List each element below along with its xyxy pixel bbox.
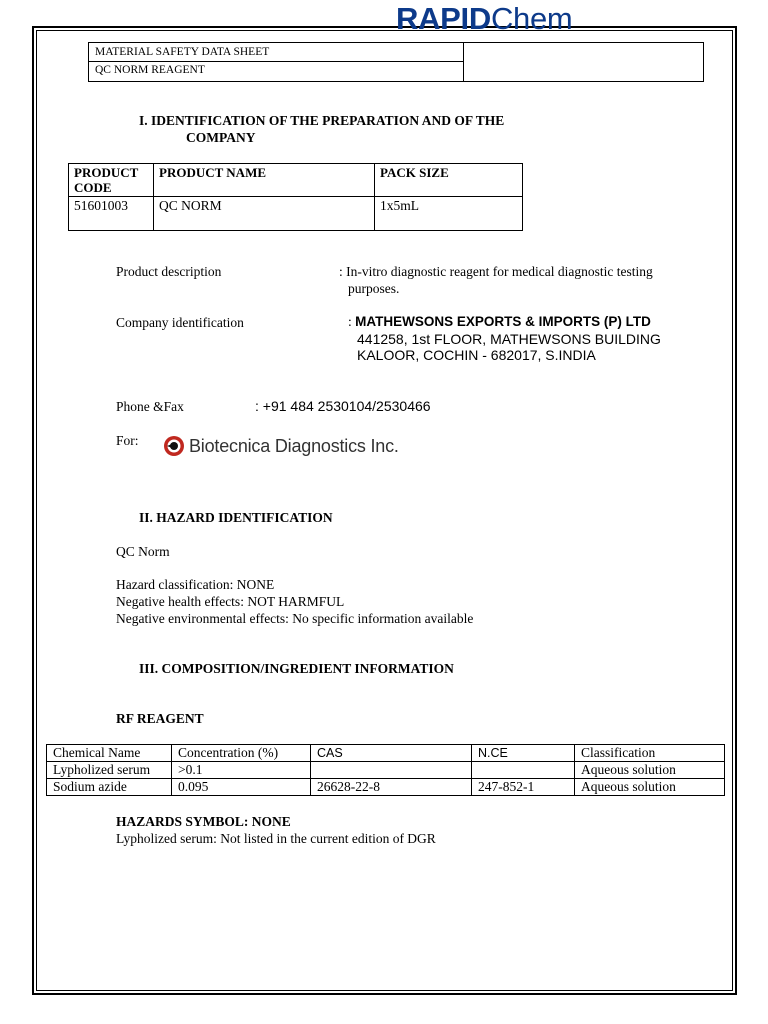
section1-title-line1: I. IDENTIFICATION OF THE PREPARATION AND OF THE bbox=[139, 113, 505, 128]
col-cas: CAS bbox=[311, 745, 472, 762]
cell-concentration: 0.095 bbox=[172, 779, 311, 796]
company-colon: : bbox=[348, 314, 356, 329]
product-table-header bbox=[69, 164, 523, 197]
phone-fax-value: : +91 484 2530104/2530466 bbox=[255, 398, 431, 414]
composition-table-header bbox=[47, 745, 725, 762]
header-title-block bbox=[89, 43, 464, 81]
company-address-line1: 441258, 1st FLOOR, MATHEWSONS BUILDING bbox=[357, 331, 661, 347]
header-product-code: PRODUCT CODE bbox=[69, 164, 154, 197]
header-pack-size: PACK SIZE bbox=[375, 164, 523, 197]
cell-concentration: >0.1 bbox=[172, 762, 311, 779]
cell-cas: 26628-22-8 bbox=[311, 779, 472, 796]
product-description-line2: purposes. bbox=[348, 281, 400, 296]
section3-title: III. COMPOSITION/INGREDIENT INFORMATION bbox=[139, 661, 454, 676]
product-description-line1: : In-vitro diagnostic reagent for medical diagnostic testing bbox=[339, 264, 653, 279]
dgr-note: Lypholized serum: Not listed in the current edition of DGR bbox=[116, 831, 436, 846]
cell-classification: Aqueous solution bbox=[575, 779, 725, 796]
section1-title-line2: COMPANY bbox=[186, 130, 256, 145]
rapidchem-logo bbox=[396, 2, 572, 36]
cell-chemical-name: Lypholized serum bbox=[47, 762, 172, 779]
logo-bold-text: RAPID bbox=[396, 1, 491, 36]
company-address-line2: KALOOR, COCHIN - 682017, S.INDIA bbox=[357, 347, 596, 363]
company-name-line bbox=[348, 314, 651, 330]
table-row bbox=[47, 762, 725, 779]
phone-fax-label: Phone &Fax bbox=[116, 399, 184, 414]
document-header bbox=[88, 42, 704, 82]
hazards-symbol: HAZARDS SYMBOL: NONE bbox=[116, 814, 291, 829]
cell-cas bbox=[311, 762, 472, 779]
col-concentration: Concentration (%) bbox=[172, 745, 311, 762]
cell-nce: 247-852-1 bbox=[472, 779, 575, 796]
hazard-health-effects: Negative health effects: NOT HARMFUL bbox=[116, 594, 345, 609]
col-chemical-name: Chemical Name bbox=[47, 745, 172, 762]
hazard-classification: Hazard classification: NONE bbox=[116, 577, 275, 592]
product-table bbox=[68, 163, 523, 231]
company-name: MATHEWSONS EXPORTS & IMPORTS (P) LTD bbox=[355, 314, 651, 329]
col-nce: N.CE bbox=[472, 745, 575, 762]
cell-chemical-name: Sodium azide bbox=[47, 779, 172, 796]
col-classification: Classification bbox=[575, 745, 725, 762]
cell-nce bbox=[472, 762, 575, 779]
header-product-name: PRODUCT NAME bbox=[154, 164, 375, 197]
company-identification-label: Company identification bbox=[116, 315, 244, 330]
header-doc-type: MATERIAL SAFETY DATA SHEET bbox=[89, 43, 463, 62]
table-row bbox=[69, 197, 523, 231]
cell-product-code: 51601003 bbox=[69, 197, 154, 231]
table-row bbox=[47, 779, 725, 796]
cell-classification: Aqueous solution bbox=[575, 762, 725, 779]
biotecnica-mark-icon bbox=[163, 435, 185, 457]
section2-title: II. HAZARD IDENTIFICATION bbox=[139, 510, 333, 525]
rf-reagent-subtitle: RF REAGENT bbox=[116, 711, 204, 726]
hazard-product: QC Norm bbox=[116, 544, 170, 559]
header-product: QC NORM REAGENT bbox=[95, 64, 205, 76]
composition-table bbox=[46, 744, 725, 796]
cell-product-name: QC NORM bbox=[154, 197, 375, 231]
biotecnica-name: Biotecnica Diagnostics Inc. bbox=[189, 435, 399, 456]
product-description-label: Product description bbox=[116, 264, 222, 279]
for-label: For: bbox=[116, 433, 139, 448]
cell-pack-size: 1x5mL bbox=[375, 197, 523, 231]
logo-thin-text: Chem bbox=[490, 1, 573, 36]
hazard-environmental-effects: Negative environmental effects: No specific information available bbox=[116, 611, 474, 626]
biotecnica-logo bbox=[163, 433, 399, 459]
